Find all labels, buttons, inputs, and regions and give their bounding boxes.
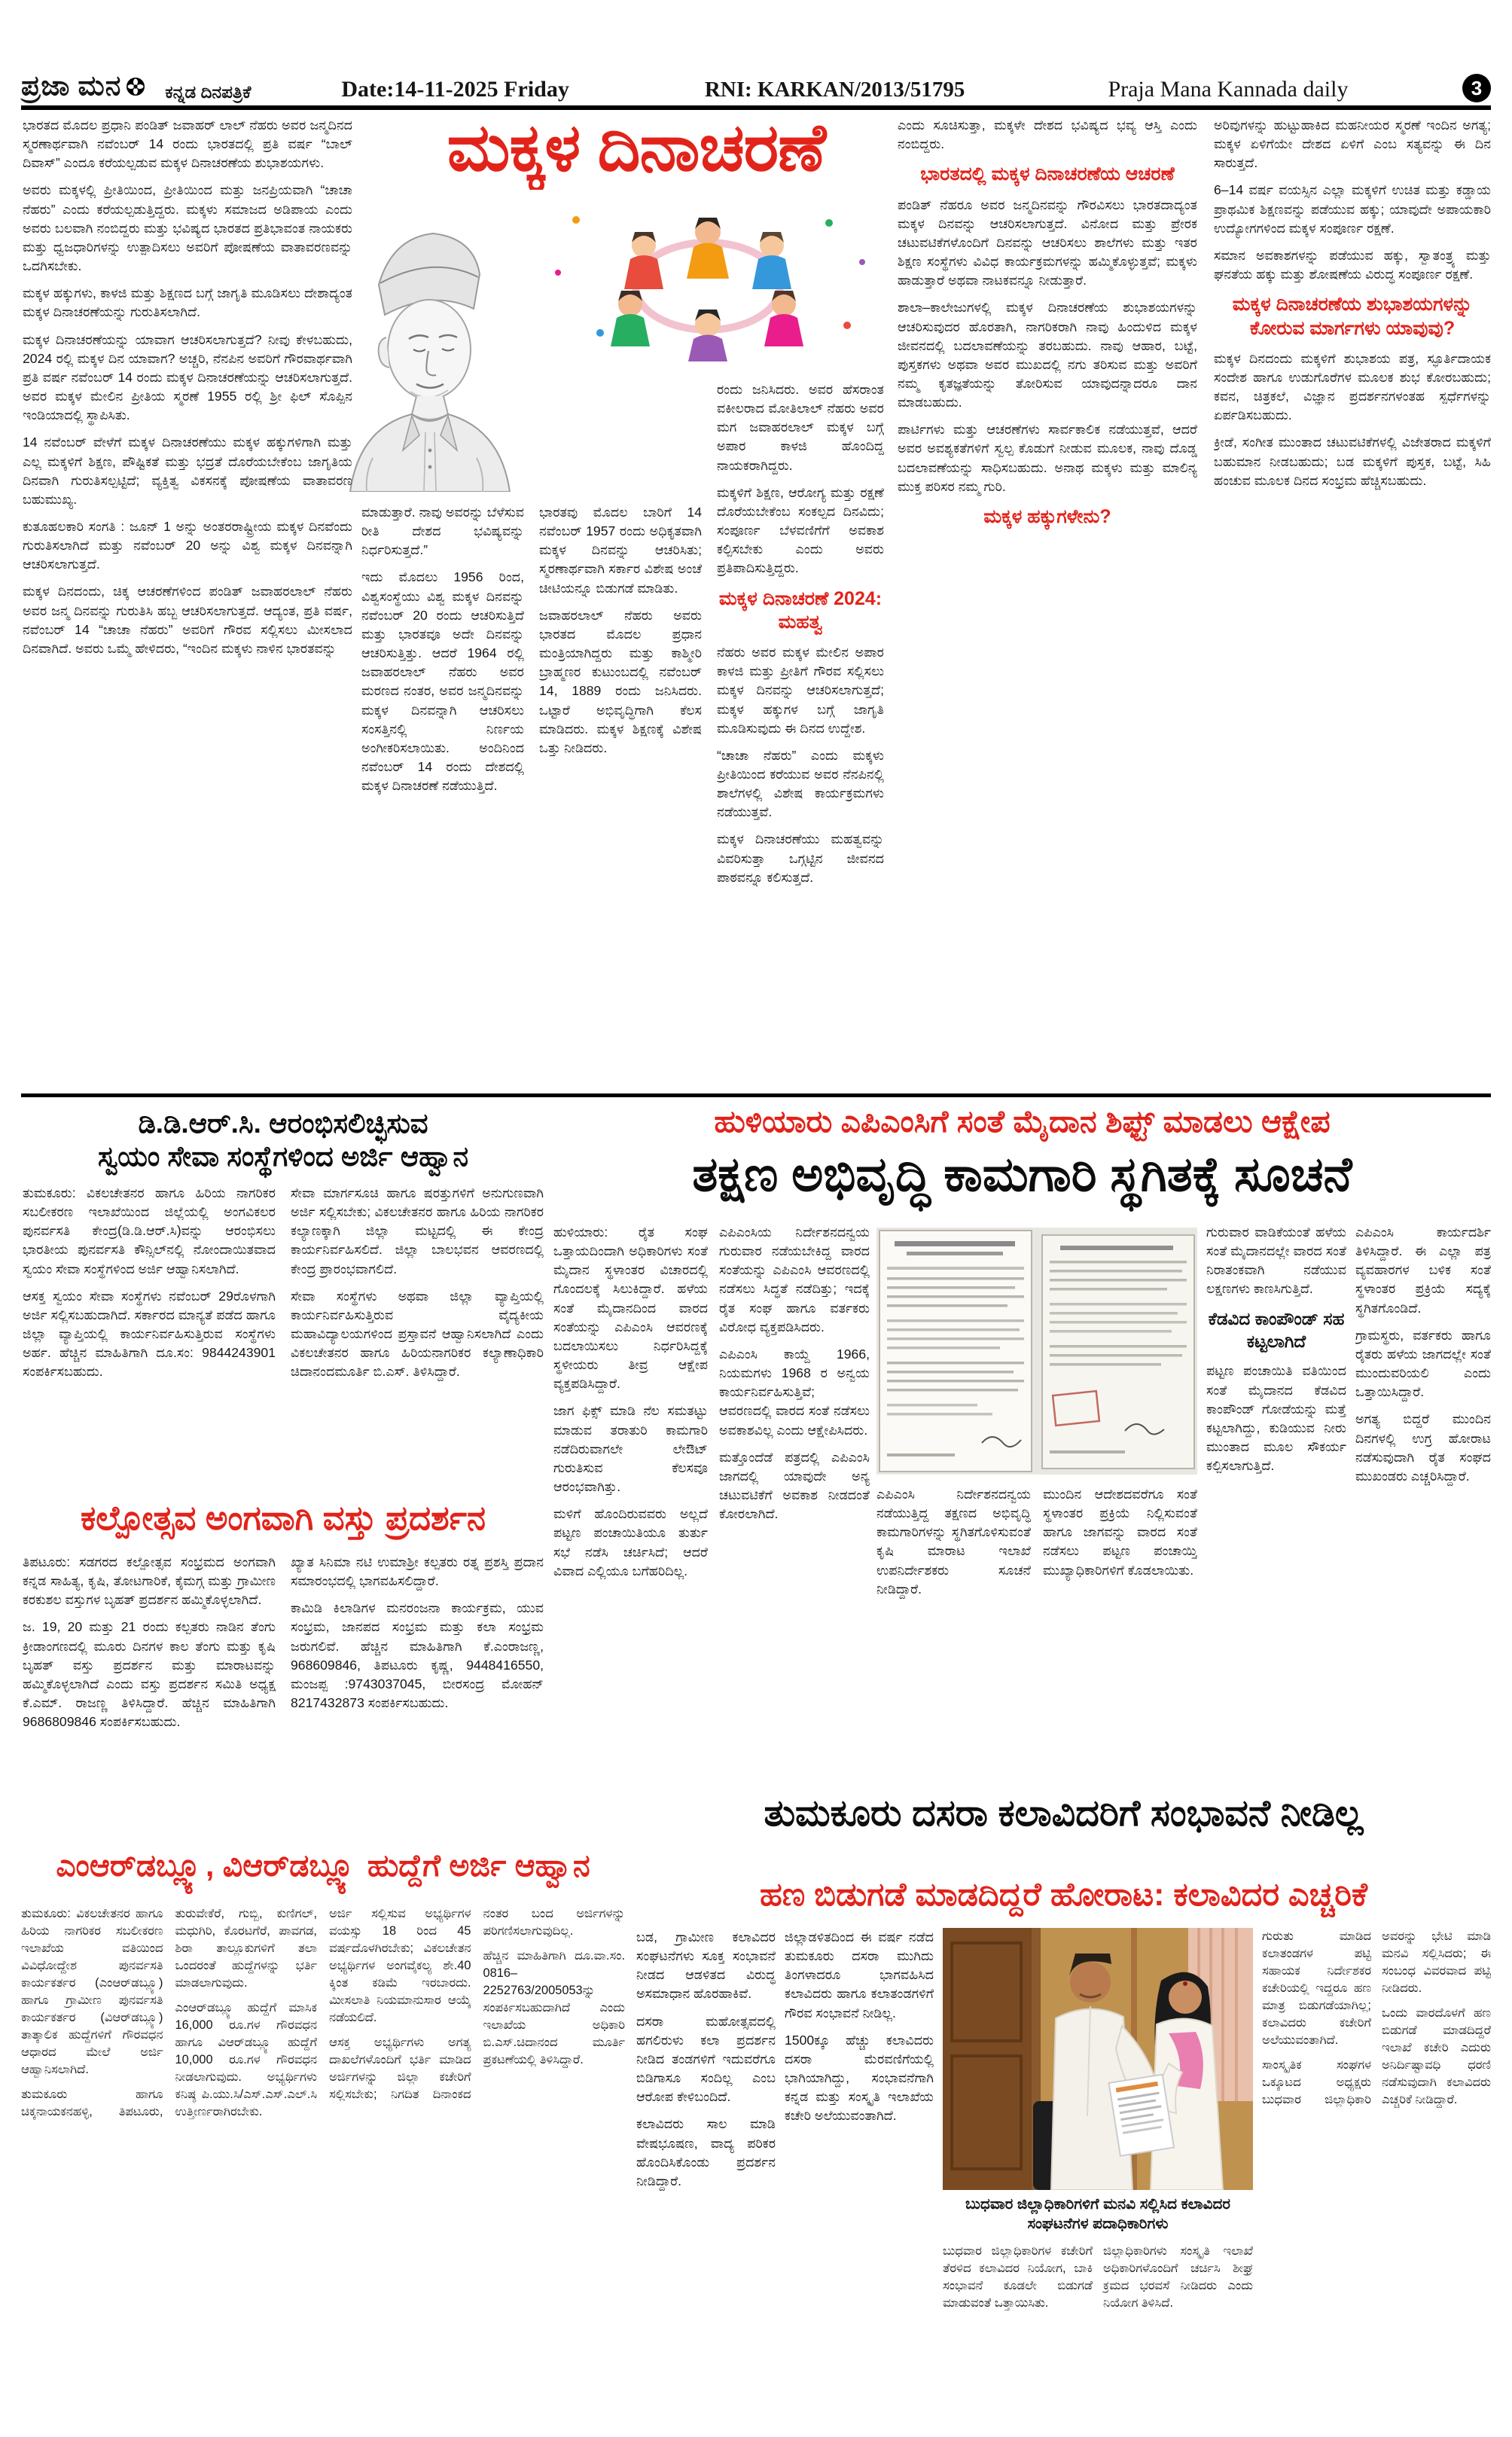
huliyar-column-5-post [1206, 1362, 1346, 1475]
paragraph: ಅವರು ಮಕ್ಕಳಲ್ಲಿ ಪ್ರೀತಿಯಿಂದ, ಪ್ರೀತಿಯಿಂದ ಮತ್ತು ಜನಪ್ರಿಯವಾಗಿ “ಚಾಚಾ ನೆಹರು” ಎಂದು ಕರೆಯಲ್ಪಡುತ್ತಿದ್ದರು. ಮಕ್ಕಳು ಸಮಾಜದ ಅಡಿಪಾಯ ಎಂದು ಅವರು ಬಲವಾಗಿ ನಂಬಿದ್ದರು ಮತ್ತು ಭವಿಷ್ಯದ ಭಾರತದ ಪ್ರತಿಭಾವಂತ ನಾಯಕರು ಮತ್ತು ಧ್ವಜಧಾರಿಗಳನ್ನು ಉತ್ಪಾದಿಸಲು ಅವರಿಗೆ ಪೋಷಣೆಯ ವಾತಾವರಣವನ್ನು ಒದಗಿಸಬೇಕು. [23, 182, 352, 274]
masthead-title: ಪ್ರಜಾ ಮನ [21, 71, 122, 102]
paragraph: ಸಮಾನ ಅವಕಾಶಗಳನ್ನು ಪಡೆಯುವ ಹಕ್ಕು, ಸ್ವಾತಂತ್ರ್ಯ ಮತ್ತು ಘನತೆಯ ಹಕ್ಕು ಮತ್ತು ಶೋಷಣೆಯ ವಿರುದ್ಧ ಸಂಪೂರ್ಣ ರಕ್ಷಣೆ. [1214, 247, 1491, 282]
paragraph: ಎಪಿಎಂಸಿ ಕಾರ್ಯದರ್ಶಿ ತಿಳಿಸಿದ್ದಾರೆ. ಈ ಎಲ್ಲಾ ಪತ್ರ ವ್ಯವಹಾರಗಳ ಬಳಿಕ ಸಂತೆ ಸ್ಥಳಾಂತರ ಪ್ರಕ್ರಿಯೆ ಸದ್ಯಕ್ಕೆ ಸ್ಥಗಿತಗೊಂಡಿದೆ. [1355, 1225, 1491, 1316]
memorandum-paper [1109, 2075, 1174, 2156]
subhead-what-are-child-rights: ಮಕ್ಕಳ ಹಕ್ಕುಗಳೇನು? [983, 505, 1111, 527]
paragraph: ಮಕ್ಕಳ ಹಕ್ಕುಗಳು, ಕಾಳಜಿ ಮತ್ತು ಶಿಕ್ಷಣದ ಬಗ್ಗೆ ಜಾಗೃತಿ ಮೂಡಿಸಲು ದೇಶಾದ್ಯಂತ ಮಕ್ಕಳ ದಿನಾಚರಣೆಯನ್ನು ಗುರುತಿಸಲಾಗಿದೆ. [23, 285, 352, 320]
column-5-pre [1214, 116, 1491, 284]
paragraph: ಮಳಿಗೆ ಹೊಂದಿರುವವರು ಅಲ್ಲದೆ ಪಟ್ಟಣ ಪಂಚಾಯಿತಿಯೂ ತುರ್ತು ಸಭೆ ನಡೆಸಿ ಚರ್ಚಿಸಿದೆ; ಆದರೆ ವಿವಾದ ಎಲ್ಲಿಯೂ ಬಗೆಹರಿದಿಲ್ಲ. [553, 1506, 708, 1578]
paragraph: ಮಕ್ಕಳ ದಿನಾಚರಣೆಯು ಮಹತ್ವವನ್ನು ವಿವರಿಸುತ್ತಾ ಒಗ್ಗಟ್ಟಿನ ಜೀವನದ ಪಾಠವನ್ನೂ ಕಲಿಸುತ್ತದೆ. [717, 831, 884, 885]
column-4-mid [898, 196, 1197, 496]
paragraph: ಜಿಲ್ಲಾಡಳಿತದಿಂದ ಈ ವರ್ಷ ನಡೆದ ತುಮಕೂರು ದಸರಾ ಮುಗಿದು ತಿಂಗಳಾದರೂ ಭಾಗವಹಿಸಿದ ಕಲಾವಿದರು ಹಾಗೂ ಕಲಾತಂಡಗಳಿಗೆ ಗೌರವ ಸಂಭಾವನೆ ನೀಡಿಲ್ಲ. [785, 1929, 934, 2021]
paragraph: ಮತ್ತೊಂದೆಡೆ ಪತ್ರದಲ್ಲಿ ಎಪಿಎಂಸಿ ಜಾಗದಲ್ಲಿ ಯಾವುದೇ ಅನ್ಯ ಚಟುವಟಿಕೆಗೆ ಅವಕಾಶ ನೀಡದಂತೆ ಕೋರಲಾಗಿದೆ. [719, 1449, 870, 1522]
paragraph: ಖ್ಯಾತ ಸಿನಿಮಾ ನಟಿ ಉಮಾಶ್ರೀ ಕಲ್ಪತರು ರತ್ನ ಪ್ರಶಸ್ತಿ ಪ್ರದಾನ ಸಮಾರಂಭದಲ್ಲಿ ಭಾಗವಹಿಸಲಿದ್ದಾರೆ. [291, 1554, 544, 1589]
paragraph: ಹೆಚ್ಚಿನ ಮಾಹಿತಿಗಾಗಿ ದೂ.ವಾ.ಸಂ. 0816–2252763/2005053ನ್ನು ಸಂಪರ್ಕಿಸಬಹುದಾಗಿದೆ ಎಂದು ಇಲಾಖೆಯ ಅಧಿಕಾರಿ ಬಿ.ಎಸ್.ಚಿದಾನಂದ ಮೂರ್ತಿ ಪ್ರಕಟಣೆಯಲ್ಲಿ ತಿಳಿಸಿದ್ದಾರೆ. [483, 1948, 625, 2066]
page-header [21, 72, 1491, 110]
memorandum-photo [943, 1928, 1253, 2190]
children-day-column-1 [23, 116, 352, 1089]
paragraph: ಭಾರತದ ಮೊದಲ ಪ್ರಧಾನಿ ಪಂಡಿತ್ ಜವಾಹರ್ ಲಾಲ್ ನೆಹರು ಅವರ ಜನ್ಮದಿನದ ಸ್ಮರಣಾರ್ಥವಾಗಿ ನವೆಂಬರ್ 14 ರಂದು ಭಾರತದಲ್ಲಿ ಪ್ರತಿ ವರ್ಷ “ಬಾಲ್ ದಿವಾಸ್” ಎಂದೂ ಕರೆಯಲ್ಪಡುವ ಮಕ್ಕಳ ದಿನಾಚರಣೆಯ ಶುಭಾಶಯಗಳು. [23, 117, 352, 171]
ddrc-body [23, 1184, 544, 1491]
paragraph: ಪಂಡಿತ್ ನೆಹರೂ ಅವರ ಜನ್ಮದಿನವನ್ನು ಗೌರವಿಸಲು ಭಾರತದಾದ್ಯಂತ ಮಕ್ಕಳ ದಿನವನ್ನು ಆಚರಿಸಲಾಗುತ್ತದೆ. ವಿನೋದ ಮತ್ತು ಪ್ರೇರಕ ಚಟುವಟಿಕೆಗಳೊಂದಿಗೆ ದಿನವನ್ನು ಆಚರಿಸಲು ಶಾಲೆಗಳು ಮತ್ತು ಇತರ ಶಿಕ್ಷಣ ಸಂಸ್ಥೆಗಳು ವಿವಿಧ ಕಾರ್ಯಕ್ರಮಗಳನ್ನು ಹಮ್ಮಿಕೊಳ್ಳುತ್ತವೆ; ಮಕ್ಕಳು ಹಾಡುತ್ತಾರೆ ಅಥವಾ ನಾಟಕವನ್ನೂ ನೀಡುತ್ತಾರೆ. [898, 197, 1197, 288]
photo-caption: ಬುಧವಾರ ಜಿಲ್ಲಾಧಿಕಾರಿಗಳಿಗೆ ಮನವಿ ಸಲ್ಲಿಸಿದ ಕಲಾವಿದರ ಸಂಘಟನೆಗಳ ಪದಾಧಿಕಾರಿಗಳು [965, 2196, 1230, 2232]
mrw-body [21, 1905, 625, 2422]
header-rni: RNI: KARKAN/2013/51795 [704, 78, 965, 102]
dasara-headline: ತುಮಕೂರು ದಸರಾ ಕಲಾವಿದರಿಗೆ ಸಂಭಾವನೆ ನೀಡಿಲ್ಲ [764, 1793, 1364, 1834]
masthead [21, 70, 145, 102]
paragraph: ಮಕ್ಕಳಿಗೆ ಶಿಕ್ಷಣ, ಆರೋಗ್ಯ ಮತ್ತು ರಕ್ಷಣೆ ದೊರೆಯಬೇಕೆಂಬ ಸಂಕಲ್ಪದ ದಿನವಿದು; ಸಂಪೂರ್ಣ ಬೆಳವಣಿಗೆಗೆ ಅವಕಾಶ ಕಲ್ಪಿಸಬೇಕು ಎಂದು ಅವರು ಪ್ರತಿಪಾದಿಸುತ್ತಿದ್ದರು. [717, 484, 884, 576]
children-day-column-2 [361, 503, 702, 1089]
paragraph: ಗುರುತು ಮಾಡಿದ ಕಲಾತಂಡಗಳ ಪಟ್ಟಿ ಸಹಾಯಕ ನಿರ್ದೇಶಕರ ಕಚೇರಿಯಲ್ಲಿ ಇದ್ದರೂ ಹಣ ಮಾತ್ರ ಬಿಡುಗಡೆಯಾಗಿಲ್ಲ; ಕಲಾವಿದರು ಕಚೇರಿಗೆ ಅಲೆಯುವಂತಾಗಿದೆ. [1262, 1929, 1371, 2047]
subhead-celebration-in-india: ಭಾರತದಲ್ಲಿ ಮಕ್ಕಳ ದಿನಾಚರಣೆಯ ಆಚರಣೆ [920, 163, 1175, 185]
dasara-below-photo-text [943, 2243, 1253, 2419]
children-day-column-3 [717, 380, 884, 1089]
subhead-childrens-day-2024: ಮಕ್ಕಳ ದಿನಾಚರಣೆ 2024: ಮಹತ್ವ [718, 587, 883, 633]
paragraph: ಎಂದು ಸೂಚಿಸುತ್ತಾ, ಮಕ್ಕಳೇ ದೇಶದ ಭವಿಷ್ಯದ ಭವ್ಯ ಆಸ್ತಿ ಎಂದು ನಂಬಿದ್ದರು. [898, 117, 1197, 152]
dasara-column-2 [785, 1928, 934, 2419]
paragraph: ಅರಿವುಗಳನ್ನು ಹುಟ್ಟುಹಾಕಿದ ಮಹನೀಯರ ಸ್ಮರಣೆ ಇಂದಿನ ಅಗತ್ಯ; ಮಕ್ಕಳ ಏಳಿಗೆಯೇ ದೇಶದ ಏಳಿಗೆ ಎಂಬ ಸತ್ಯವನ್ನು ಈ ದಿನ ಸಾರುತ್ತದೆ. [1214, 117, 1491, 171]
paragraph: ಮಕ್ಕಳ ದಿನದಂದು ಮಕ್ಕಳಿಗೆ ಶುಭಾಶಯ ಪತ್ರ, ಸ್ಫೂರ್ತಿದಾಯಕ ಸಂದೇಶ ಹಾಗೂ ಉಡುಗೊರೆಗಳ ಮೂಲಕ ಶುಭ ಕೋರಬಹುದು; ಕವನ, ಚಿತ್ರಕಲೆ, ವಿಜ್ಞಾನ ಪ್ರದರ್ಶನಗಳಂತಹ ಸ್ಪರ್ಧೆಗಳನ್ನು ಏರ್ಪಡಿಸಬಹುದು. [1214, 350, 1491, 423]
paragraph: ಒಂದು ವಾರದೊಳಗೆ ಹಣ ಬಿಡುಗಡೆ ಮಾಡದಿದ್ದರೆ ಇಲಾಖೆ ಕಚೇರಿ ಎದುರು ಅನಿರ್ದಿಷ್ಟಾವಧಿ ಧರಣಿ ನಡೆಸುವುದಾಗಿ ಕಲಾವಿದರು ಎಚ್ಚರಿಕೆ ನೀಡಿದ್ದಾರೆ. [1382, 2005, 1491, 2106]
huliyar-kicker-headline: ಹುಳಿಯಾರು ಎಪಿಎಂಸಿಗೆ ಸಂತೆ ಮೈದಾನ ಶಿಫ್ಟ್ ಮಾಡಲು ಆಕ್ಷೇಪ [714, 1104, 1331, 1139]
column-4-pre [898, 116, 1197, 154]
paragraph: ಕುತೂಹಲಕಾರಿ ಸಂಗತಿ : ಜೂನ್ 1 ಅನ್ನು ಅಂತರರಾಷ್ಟ್ರೀಯ ಮಕ್ಕಳ ದಿನವೆಂದು ಗುರುತಿಸಲಾಗಿದೆ ಮತ್ತು ನವೆಂಬರ್ 20 ಅನ್ನು ವಿಶ್ವ ಮಕ್ಕಳ ದಿನವನ್ನಾಗಿ ಆಚರಿಸಲಾಗುತ್ತದೆ. [23, 518, 352, 572]
kalpotsava-headline: ಕಲ್ಪೋತ್ಸವ ಅಂಗವಾಗಿ ವಸ್ತು ಪ್ರದರ್ಶನ [80, 1499, 486, 1537]
paragraph: ಬುಧವಾರ ಜಿಲ್ಲಾಧಿಕಾರಿಗಳ ಕಚೇರಿಗೆ ತೆರಳಿದ ಕಲಾವಿದರ ನಿಯೋಗ, ಬಾಕಿ ಸಂಭಾವನೆ ಕೂಡಲೇ ಬಿಡುಗಡೆ ಮಾಡುವಂತೆ ಒತ್ತಾಯಿಸಿತು. [943, 2244, 1093, 2310]
ddrc-headline [23, 1107, 544, 1173]
subhead-ways-to-wish: ಮಕ್ಕಳ ದಿನಾಚರಣೆಯ ಶುಭಾಶಯಗಳನ್ನು ಕೋರುವ ಮಾರ್ಗಗಳು ಯಾವುವು? [1232, 294, 1473, 339]
mrw-headline: ಎಂಆರ್‌ಡಬ್ಲ್ಯೂ, ವಿಆರ್‌ಡಬ್ಲ್ಯೂ ಹುದ್ದೆಗೆ ಅರ್ಜಿ ಆಹ್ವಾನ [56, 1848, 590, 1883]
paragraph: ಗುರುವಾರ ವಾಡಿಕೆಯಂತೆ ಹಳೆಯ ಸಂತೆ ಮೈದಾನದಲ್ಲೇ ವಾರದ ಸಂತೆ ನಿರಾತಂಕವಾಗಿ ನಡೆಯುವ ಲಕ್ಷಣಗಳು ಕಾಣಸಿಗುತ್ತಿದೆ. [1206, 1225, 1346, 1297]
dasara-sub-headline: ಹಣ ಬಿಡುಗಡೆ ಮಾಡದಿದ್ದರೆ ಹೋರಾಟ: ಕಲಾವಿದರ ಎಚ್ಚರಿಕೆ [759, 1877, 1368, 1913]
scanned-letters-image [876, 1228, 1197, 1475]
header-date: Date:14-11-2025 Friday [341, 77, 569, 102]
column-3-pre [717, 380, 884, 578]
paragraph: ಜಿಲ್ಲಾಧಿಕಾರಿಗಳು ಸಂಸ್ಕೃತಿ ಇಲಾಖೆ ಅಧಿಕಾರಿಗಳೊಂದಿಗೆ ಚರ್ಚಿಸಿ ಶೀಘ್ರ ಕ್ರಮದ ಭರವಸೆ ನೀಡಿದರು ಎಂದು ನಿಯೋಗ ತಿಳಿಸಿದೆ. [1103, 2244, 1253, 2310]
paragraph: ಗ್ರಾಮಸ್ಥರು, ವರ್ತಕರು ಹಾಗೂ ರೈತರು ಹಳೆಯ ಜಾಗದಲ್ಲೇ ಸಂತೆ ಮುಂದುವರಿಯಲಿ ಎಂದು ಒತ್ತಾಯಿಸಿದ್ದಾರೆ. [1355, 1327, 1491, 1400]
paragraph: ಸೇವಾ ಮಾರ್ಗಸೂಚಿ ಹಾಗೂ ಷರತ್ತುಗಳಿಗೆ ಅನುಗುಣವಾಗಿ ಅರ್ಜಿ ಸಲ್ಲಿಸಬೇಕು; ವಿಕಲಚೇತನರ ಹಾಗೂ ಹಿರಿಯ ನಾಗರಿಕರ ಕಲ್ಯಾಣಕ್ಕಾಗಿ ಜಿಲ್ಲಾ ಮಟ್ಟದಲ್ಲಿ ಈ ಕೇಂದ್ರ ಕಾರ್ಯನಿರ್ವಹಿಸಲಿದೆ. ಜಿಲ್ಲಾ ಬಾಲಭವನ ಆವರಣದಲ್ಲಿ ಕೇಂದ್ರ ಪ್ರಾರಂಭವಾಗಲಿದೆ. [291, 1185, 544, 1276]
huliyar-column-2 [719, 1223, 870, 1756]
children-day-column-4 [898, 116, 1197, 1089]
paragraph: ಪಟ್ಟಣ ಪಂಚಾಯಿತಿ ವತಿಯಿಂದ ಸಂತೆ ಮೈದಾನದ ಕೆಡವಿದ ಕಾಂಪೌಂಡ್ ಗೋಡೆಯನ್ನು ಮತ್ತೆ ಕಟ್ಟಲಾಗಿದ್ದು, ಕುಡಿಯುವ ನೀರು ಮುಂತಾದ ಮೂಲ ಸೌಕರ್ಯ ಕಲ್ಪಿಸಲಾಗುತ್ತಿದೆ. [1206, 1363, 1346, 1474]
paragraph: ಜ. 19, 20 ಮತ್ತು 21 ರಂದು ಕಲ್ಪತರು ನಾಡಿನ ತೆಂಗು ಕ್ರೀಡಾಂಗಣದಲ್ಲಿ ಮೂರು ದಿನಗಳ ಕಾಲ ತೆಂಗು ಮತ್ತು ಕೃಷಿ ಬೃಹತ್ ವಸ್ತು ಪ್ರದರ್ಶನ ಮತ್ತು ಮಾರಾಟವನ್ನು ಹಮ್ಮಿಕೊಳ್ಳಲಾಗಿದೆ ಎಂದು ವಸ್ತು ಪ್ರದರ್ಶನ ಸಮಿತಿ ಅಧ್ಯಕ್ಷ ಕೆ.ಎಮ್. ರಾಜಣ್ಣ ತಿಳಿಸಿದ್ದಾರೆ. ಹೆಚ್ಚಿನ ಮಾಹಿತಿಗಾಗಿ 9686809846 ಸಂಪರ್ಕಿಸಬಹುದು. [23, 1619, 276, 1730]
masthead-flower-icon [126, 77, 145, 96]
paragraph: ಬಡ, ಗ್ರಾಮೀಣ ಕಲಾವಿದರ ಸಂಘಟನೆಗಳು ಸೂಕ್ತ ಸಂಭಾವನೆ ನೀಡದ ಆಡಳಿತದ ವಿರುದ್ಧ ಅಸಮಾಧಾನ ಹೊರಹಾಕಿವೆ. [636, 1929, 776, 2002]
paragraph: ಪಾರ್ಟಿಗಳು ಮತ್ತು ಆಚರಣೆಗಳು ಸಾರ್ವಕಾಲಿಕ ನಡೆಯುತ್ತವೆ, ಆದರೆ ಅವರ ಅವಶ್ಯಕತೆಗಳಿಗೆ ಸ್ವಲ್ಪ ಕೊಡುಗೆ ನೀಡುವ ಮೂಲಕ, ನಾವು ದೊಡ್ಡ ಬದಲಾವಣೆಯನ್ನು ಸಾಧಿಸಬಹುದು. ಅನಾಥ ಮಕ್ಕಳು ಮತ್ತು ಮಾಲಿನ್ಯ ಮುಕ್ತ ಪರಿಸರ ನಮ್ಮ ಗುರಿ. [898, 422, 1197, 494]
subhead-compound-rebuilt: ಕೆಡವಿದ ಕಾಂಪೌಂಡ್ ಸಹ ಕಟ್ಟಲಾಗಿದೆ [1208, 1308, 1345, 1351]
section-divider-rule [21, 1093, 1491, 1097]
paragraph: ಕಲಾವಿದರು ಸಾಲ ಮಾಡಿ ವೇಷಭೂಷಣ, ವಾದ್ಯ ಪರಿಕರ ಹೊಂದಿಸಿಕೊಂಡು ಪ್ರದರ್ಶನ ನೀಡಿದ್ದಾರೆ. [636, 2116, 776, 2188]
paragraph: ಅರ್ಜಿ ಸಲ್ಲಿಸುವ ಅಭ್ಯರ್ಥಿಗಳ ವಯಸ್ಸು 18 ರಿಂದ 45 ವರ್ಷದೊಳಗಿರಬೇಕು; ವಿಕಲಚೇತನ ಅಭ್ಯರ್ಥಿಗಳ ಅಂಗವೈಕಲ್ಯ ಶೇ.40 ಕ್ಕಿಂತ ಕಡಿಮೆ ಇರಬಾರದು. ಮೀಸಲಾತಿ ನಿಯಮಾನುಸಾರ ಆಯ್ಕೆ ನಡೆಯಲಿದೆ. [329, 1907, 471, 2024]
paragraph: ತುಮಕೂರು: ವಿಕಲಚೇತನರ ಹಾಗೂ ಹಿರಿಯ ನಾಗರಿಕರ ಸಬಲೀಕರಣ ಇಲಾಖೆಯಿಂದ ಜಿಲ್ಲೆಯಲ್ಲಿ ಅಂಗವಿಕಲರ ಪುನರ್ವಸತಿ ಕೇಂದ್ರ(ಡಿ.ಡಿ.ಆರ್.ಸಿ)ವನ್ನು ಆರಂಭಿಸಲು ಭಾರತೀಯ ಪುನರ್ವಸತಿ ಕೌನ್ಸಿಲ್‌ನಲ್ಲಿ ನೋಂದಾಯಿತವಾದ ಸ್ವಯಂ ಸೇವಾ ಸಂಸ್ಥೆಗಳಿಂದ ಅರ್ಜಿ ಆಹ್ವಾನಿಸಲಾಗಿದೆ. [23, 1185, 276, 1276]
paragraph: “ಚಾಚಾ ನೆಹರು” ಎಂದು ಮಕ್ಕಳು ಪ್ರೀತಿಯಿಂದ ಕರೆಯುವ ಅವರ ನೆನಪಿನಲ್ಲಿ ಶಾಲೆಗಳಲ್ಲಿ ವಿಶೇಷ ಕಾರ್ಯಕ್ರಮಗಳು ನಡೆಯುತ್ತವೆ. [717, 747, 884, 820]
huliyar-columns-3-4 [876, 1485, 1197, 1758]
paragraph: ಮುಂದಿನ ಆದೇಶದವರೆಗೂ ಸಂತೆ ಸ್ಥಳಾಂತರ ಪ್ರಕ್ರಿಯೆ ನಿಲ್ಲಿಸುವಂತೆ ಹಾಗೂ ಜಾಗವನ್ನು ವಾರದ ಸಂತೆ ನಡೆಸಲು ಪಟ್ಟಣ ಪಂಚಾಯ್ತಿ ಮುಖ್ಯಾಧಿಕಾರಿಗಳಿಗೆ ಕೊಡಲಾಯಿತು. [1043, 1487, 1197, 1578]
paragraph: ಅಗತ್ಯ ಬಿದ್ದರೆ ಮುಂದಿನ ದಿನಗಳಲ್ಲಿ ಉಗ್ರ ಹೋರಾಟ ನಡೆಸುವುದಾಗಿ ರೈತ ಸಂಘದ ಮುಖಂಡರು ಎಚ್ಚರಿಸಿದ್ದಾರೆ. [1355, 1411, 1491, 1484]
paragraph: ಎಪಿಎಂಸಿ ಕಾಯ್ದೆ 1966, ನಿಯಮಗಳು 1968 ರ ಅನ್ವಯ ಕಾರ್ಯನಿರ್ವಹಿಸುತ್ತಿವೆ; ಆವರಣದಲ್ಲಿ ವಾರದ ಸಂತೆ ನಡೆಸಲು ಅವಕಾಶವಿಲ್ಲ ಎಂದು ಆಕ್ಷೇಪಿಸಿದರು. [719, 1346, 870, 1438]
paragraph: ಮಾಡುತ್ತಾರೆ. ನಾವು ಅವರನ್ನು ಬೆಳೆಸುವ ರೀತಿ ದೇಶದ ಭವಿಷ್ಯವನ್ನು ನಿರ್ಧರಿಸುತ್ತದೆ.” [361, 505, 524, 558]
huliyar-column-5-pre [1206, 1223, 1346, 1299]
paragraph: ನೆಹರು ಅವರ ಮಕ್ಕಳ ಮೇಲಿನ ಅಪಾರ ಕಾಳಜಿ ಮತ್ತು ಪ್ರೀತಿಗೆ ಗೌರವ ಸಲ್ಲಿಸಲು ಮಕ್ಕಳ ದಿನವನ್ನು ಆಚರಿಸಲಾಗುತ್ತದೆ; ಮಕ್ಕಳ ಹಕ್ಕುಗಳ ಬಗ್ಗೆ ಜಾಗೃತಿ ಮೂಡಿಸುವುದು ಈ ದಿನದ ಉದ್ದೇಶ. [717, 645, 884, 736]
paragraph: ಆಸಕ್ತ ಅಭ್ಯರ್ಥಿಗಳು ಅಗತ್ಯ ದಾಖಲೆಗಳೊಂದಿಗೆ ಭರ್ತಿ ಮಾಡಿದ ಅರ್ಜಿಗಳನ್ನು ಜಿಲ್ಲಾ ಕಚೇರಿಗೆ ಸಲ್ಲಿಸಬೇಕು; ನಿಗದಿತ ದಿನಾಂಕದ ನಂತರ ಬಂದ ಅರ್ಜಿಗಳನ್ನು ಪರಿಗಣಿಸಲಾಗುವುದಿಲ್ಲ. [329, 1907, 625, 2101]
ddrc-headline-line1: ಡಿ.ಡಿ.ಆರ್.ಸಿ. ಆರಂಭಿಸಲಿಚ್ಛಿಸುವ [138, 1108, 428, 1139]
paragraph: ಕಾಮಿಡಿ ಕಿಲಾಡಿಗಳ ಮನರಂಜನಾ ಕಾರ್ಯಕ್ರಮ, ಯುವ ಸಂಭ್ರಮ, ಜಾನಪದ ಸಂಭ್ರಮ ಮತ್ತು ಕಲಾ ಸಂಭ್ರಮ ಜರುಗಲಿವೆ. ಹೆಚ್ಚಿನ ಮಾಹಿತಿಗಾಗಿ ಕೆ.ಎಂರಾಜಣ್ಣ, 968609846, ತಿಪಟೂರು ಕೃಷ್ಣ, 9448416550, ಮಂಜಪ್ಪ :9743037045, ಬೀರಸಂದ್ರ ಮೋಹನ್ 8217432873 ಸಂಪರ್ಕಿಸಬಹುದು. [291, 1600, 544, 1711]
paragraph: ಶಾಲಾ–ಕಾಲೇಜುಗಳಲ್ಲಿ ಮಕ್ಕಳ ದಿನಾಚರಣೆಯ ಶುಭಾಶಯಗಳನ್ನು ಆಚರಿಸುವುದರ ಹೊರತಾಗಿ, ನಾಗರಿಕರಾಗಿ ನಾವು ಹಿಂದುಳಿದ ಮಕ್ಕಳ ಜೀವನದಲ್ಲಿ ಬದಲಾವಣೆಯನ್ನು ತರಬಹುದು. ನಾವು ಆಹಾರ, ಬಟ್ಟೆ, ಪುಸ್ತಕಗಳು ಅಥವಾ ಅವರ ಮುಖದಲ್ಲಿ ನಗು ತರಿಸುವ ಮತ್ತು ಅವರಿಗೆ ನಮ್ಮ ಕೃತಜ್ಞತೆಯನ್ನು ತೋರಿಸುವ ಯಾವುದನ್ನಾದರೂ ದಾನ ಮಾಡಬಹುದು. [898, 300, 1197, 410]
paragraph: ತಿಪಟೂರು: ಸಡಗರದ ಕಲ್ಪೋತ್ಸವ ಸಂಭ್ರಮದ ಅಂಗವಾಗಿ ಕನ್ನಡ ಸಾಹಿತ್ಯ, ಕೃಷಿ, ತೋಟಗಾರಿಕೆ, ಕೈಮಗ್ಗ ಮತ್ತು ಗ್ರಾಮೀಣ ಕರಕುಶಲ ವಸ್ತುಗಳ ಬೃಹತ್ ಪ್ರದರ್ಶನ ಹಮ್ಮಿಕೊಳ್ಳಲಾಗಿದೆ. [23, 1554, 276, 1608]
children-day-column-5 [1214, 116, 1491, 1089]
paragraph: ಕ್ರೀಡೆ, ಸಂಗೀತ ಮುಂತಾದ ಚಟುವಟಿಕೆಗಳಲ್ಲಿ ವಿಜೇತರಾದ ಮಕ್ಕಳಿಗೆ ಬಹುಮಾನ ನೀಡಬಹುದು; ಬಡ ಮಕ್ಕಳಿಗೆ ಪುಸ್ತಕ, ಬಟ್ಟೆ, ಸಿಹಿ ಹಂಚುವ ಮೂಲಕ ದಿನದ ಸಂಭ್ರಮ ಹೆಚ್ಚಿಸಬಹುದು. [1214, 435, 1491, 488]
paragraph: ಎಂಆರ್‌ಡಬ್ಲ್ಯೂ ಹುದ್ದೆಗೆ ಮಾಸಿಕ 16,000 ರೂ.ಗಳ ಗೌರವಧನ ಹಾಗೂ ವಿಆರ್‌ಡಬ್ಲ್ಯೂ ಹುದ್ದೆಗೆ 10,000 ರೂ.ಗಳ ಗೌರವಧನ ನೀಡಲಾಗುವುದು. ಅಭ್ಯರ್ಥಿಗಳು ಕನಿಷ್ಠ ಪಿ.ಯು.ಸಿ/ಎಸ್.ಎಸ್.ಎಲ್.ಸಿ ಉತ್ತೀರ್ಣರಾಗಿರಬೇಕು. [175, 2000, 317, 2118]
paragraph: ಎಪಿಎಂಸಿಯ ನಿರ್ದೇಶನದನ್ವಯ ಗುರುವಾರ ನಡೆಯಬೇಕಿದ್ದ ವಾರದ ಸಂತೆಯನ್ನು ಎಪಿಎಂಸಿ ಆವರಣದಲ್ಲಿ ನಡೆಸಲು ಸಿದ್ಧತೆ ನಡೆದಿತ್ತು; ಇದಕ್ಕೆ ರೈತ ಸಂಘ ಹಾಗೂ ವರ್ತಕರು ವಿರೋಧ ವ್ಯಕ್ತಪಡಿಸಿದರು. [719, 1225, 870, 1334]
paragraph: ಮಕ್ಕಳ ದಿನಾಚರಣೆಯನ್ನು ಯಾವಾಗ ಆಚರಿಸಲಾಗುತ್ತದೆ? ನೀವು ಕೇಳಬಹುದು, 2024 ರಲ್ಲಿ ಮಕ್ಕಳ ದಿನ ಯಾವಾಗ? ಅಚ್ಚರಿ, ನೆನಪಿನ ಅವರಿಗೆ ಗೌರವಾರ್ಥವಾಗಿ ಪ್ರತಿ ವರ್ಷ ನವೆಂಬರ್ 14 ರಂದು ಮಕ್ಕಳ ದಿನಾಚರಣೆಯನ್ನು ಆಚರಿಸಲಾಗುತ್ತದೆ. ಅವರ ಮಕ್ಕಳ ಮೇಲಿನ ಪ್ರೀತಿಯ ಸ್ಮರಣೆ 1955 ರಲ್ಲಿ ಶ್ರೀ ಫಿಲ್ ಸೊಪ್ಪಿನ ಇಂಡಿಯಾದಲ್ಲಿ ಸ್ಥಾಪಿಸಿತು. [23, 331, 352, 423]
paragraph: ಎಪಿಎಂಸಿ ನಿರ್ದೇಶನದನ್ವಯ ನಡೆಯುತ್ತಿದ್ದ ತಕ್ಷಣದ ಅಭಿವೃದ್ಧಿ ಕಾಮಗಾರಿಗಳನ್ನು ಸ್ಥಗಿತಗೊಳಿಸುವಂತೆ ಕೃಷಿ ಮಾರಾಟ ಇಲಾಖೆ ಉಪನಿರ್ದೇಶಕರು ಸೂಚನೆ ನೀಡಿದ್ದಾರೆ. [876, 1487, 1031, 1597]
ddrc-headline-line2: ಸ್ವಯಂ ಸೇವಾ ಸಂಸ್ಥೆಗಳಿಂದ ಅರ್ಜಿ ಆಹ್ವಾನ [97, 1140, 469, 1172]
paragraph: ತುಮಕೂರು: ವಿಕಲಚೇತನರ ಹಾಗೂ ಹಿರಿಯ ನಾಗರಿಕರ ಸಬಲೀಕರಣ ಇಲಾಖೆಯ ವತಿಯಿಂದ ವಿವಿಧೋದ್ದೇಶ ಪುನರ್ವಸತಿ ಕಾರ್ಯಕರ್ತರ (ಎಂಆರ್‌ಡಬ್ಲ್ಯೂ) ಹಾಗೂ ಗ್ರಾಮೀಣ ಪುನರ್ವಸತಿ ಕಾರ್ಯಕರ್ತರ (ವಿಆರ್‌ಡಬ್ಲ್ಯೂ) ತಾತ್ಕಾಲಿಕ ಹುದ್ದೆಗಳಿಗೆ ಗೌರವಧನ ಆಧಾರದ ಮೇಲೆ ಅರ್ಜಿ ಆಹ್ವಾನಿಸಲಾಗಿದೆ. [21, 1907, 163, 2076]
paragraph: ಇದು ಮೊದಲು 1956 ರಿಂದ, ವಿಶ್ವಸಂಸ್ಥೆಯು ವಿಶ್ವ ಮಕ್ಕಳ ದಿನವನ್ನು ನವೆಂಬರ್ 20 ರಂದು ಆಚರಿಸುತ್ತಿದೆ ಮತ್ತು ಭಾರತವೂ ಅದೇ ದಿನವನ್ನು ಆಚರಿಸುತ್ತಿತ್ತು. ಆದರೆ 1964 ರಲ್ಲಿ ಜವಾಹರಲಾಲ್ ನೆಹರು ಅವರ ಮರಣದ ನಂತರ, ಅವರ ಜನ್ಮದಿನವನ್ನು ಮಕ್ಕಳ ದಿನವನ್ನಾಗಿ ಆಚರಿಸಲು ಸಂಸತ್ತಿನಲ್ಲಿ ನಿರ್ಣಯ ಅಂಗೀಕರಿಸಲಾಯಿತು. ಅಂದಿನಿಂದ ನವೆಂಬರ್ 14 ರಂದು ದೇಶದಲ್ಲಿ ಮಕ್ಕಳ ದಿನಾಚರಣೆ ನಡೆಯುತ್ತಿದೆ. [361, 569, 524, 794]
paragraph: ಜವಾಹರಲಾಲ್ ನೆಹರು ಅವರು ಭಾರತದ ಮೊದಲ ಪ್ರಧಾನ ಮಂತ್ರಿಯಾಗಿದ್ದರು ಮತ್ತು ಕಾಶ್ಮೀರಿ ಬ್ರಾಹ್ಮಣರ ಕುಟುಂಬದಲ್ಲಿ ನವೆಂಬರ್ 14, 1889 ರಂದು ಜನಿಸಿದರು. ಒಟ್ಟಾರೆ ಅಭಿವೃದ್ಧಿಗಾಗಿ ಕೆಲಸ ಮಾಡಿದರು. ಮಕ್ಕಳ ಶಿಕ್ಷಣಕ್ಕೆ ವಿಶೇಷ ಒತ್ತು ನೀಡಿದರು. [539, 607, 702, 755]
paragraph: ಸೇವಾ ಸಂಸ್ಥೆಗಳು ಅಥವಾ ಜಿಲ್ಲಾ ವ್ಯಾಪ್ತಿಯಲ್ಲಿ ಕಾರ್ಯನಿರ್ವಹಿಸುತ್ತಿರುವ ವೈದ್ಯಕೀಯ ಮಹಾವಿದ್ಯಾಲಯಗಳಿಂದ ಪ್ರಸ್ತಾವನೆ ಆಹ್ವಾನಿಸಲಾಗಿದೆ ಎಂದು ವಿಕಲಚೇತನರ ಹಾಗೂ ಹಿರಿಯನಾಗರಿಕರ ಕಲ್ಯಾಣಾಧಿಕಾರಿ ಚಿದಾನಂದಮೂರ್ತಿ ಬಿ.ಎಸ್. ತಿಳಿಸಿದ್ದಾರೆ. [291, 1288, 544, 1380]
paragraph: ಆಸಕ್ತ ಸ್ವಯಂ ಸೇವಾ ಸಂಸ್ಥೆಗಳು ನವೆಂಬರ್ 29ರೊಳಗಾಗಿ ಅರ್ಜಿ ಸಲ್ಲಿಸಬಹುದಾಗಿದೆ. ಸರ್ಕಾರದ ಮಾನ್ಯತೆ ಪಡೆದ ಹಾಗೂ ಜಿಲ್ಲಾ ವ್ಯಾಪ್ತಿಯಲ್ಲಿ ಕಾರ್ಯನಿರ್ವಹಿಸುತ್ತಿರುವ ಸಂಸ್ಥೆಗಳು ಅರ್ಹ. ಹೆಚ್ಚಿನ ಮಾಹಿತಿಗಾಗಿ ದೂ.ಸಂ: 9844243901 ಸಂಪರ್ಕಿಸಬಹುದು. [23, 1288, 276, 1380]
column-5-post [1214, 349, 1491, 490]
children-day-headline: ಮಕ್ಕಳ ದಿನಾಚರಣೆ [447, 110, 826, 185]
huliyar-column-6 [1355, 1223, 1491, 1756]
kalpotsava-body [23, 1553, 544, 1844]
column-3-post [717, 643, 884, 887]
dasara-right-columns [1262, 1928, 1491, 2419]
huliyar-column-1 [553, 1223, 708, 1756]
page-number-badge: 3 [1462, 74, 1491, 102]
paragraph: ತುಮಕೂರು ಹಾಗೂ ಚಿಕ್ಕನಾಯಕನಹಳ್ಳಿ, ತಿಪಟೂರು, ತುರುವೇಕೆರೆ, ಗುಬ್ಬಿ, ಕುಣಿಗಲ್, ಮಧುಗಿರಿ, ಕೊರಟಗೆರೆ, ಪಾವಗಡ, ಶಿರಾ ತಾಲ್ಲೂಕುಗಳಿಗೆ ತಲಾ ಒಂದರಂತೆ ಹುದ್ದೆಗಳನ್ನು ಭರ್ತಿ ಮಾಡಲಾಗುವುದು. [21, 1907, 317, 2118]
paragraph: ದಸರಾ ಮಹೋತ್ಸವದಲ್ಲಿ ಹಗಲಿರುಳು ಕಲಾ ಪ್ರದರ್ಶನ ನೀಡಿದ ತಂಡಗಳಿಗೆ ಇದುವರೆಗೂ ಬಿಡಿಗಾಸೂ ಸಂದಿಲ್ಲ ಎಂಬ ಆರೋಪ ಕೇಳಿಬಂದಿದೆ. [636, 2013, 776, 2105]
huliyar-main-headline: ತಕ್ಷಣ ಅಭಿವೃದ್ಧಿ ಕಾಮಗಾರಿ ಸ್ಥಗಿತಕ್ಕೆ ಸೂಚನೆ [692, 1147, 1352, 1201]
masthead-subtitle: ಕನ್ನಡ ದಿನಪತ್ರಿಕೆ [165, 82, 251, 102]
paragraph: ಸಾಂಸ್ಕೃತಿಕ ಸಂಘಗಳ ಒಕ್ಕೂಟದ ಅಧ್ಯಕ್ಷರು ಬುಧವಾರ ಜಿಲ್ಲಾಧಿಕಾರಿ ಅವರನ್ನು ಭೇಟಿ ಮಾಡಿ ಮನವಿ ಸಲ್ಲಿಸಿದರು; ಈ ಸಂಬಂಧ ವಿವರವಾದ ಪಟ್ಟಿ ನೀಡಿದರು. [1262, 1929, 1491, 2106]
paragraph: 6–14 ವರ್ಷ ವಯಸ್ಸಿನ ಎಲ್ಲಾ ಮಕ್ಕಳಿಗೆ ಉಚಿತ ಮತ್ತು ಕಡ್ಡಾಯ ಪ್ರಾಥಮಿಕ ಶಿಕ್ಷಣವನ್ನು ಪಡೆಯುವ ಹಕ್ಕು; ಯಾವುದೇ ಅಪಾಯಕಾರಿ ಉದ್ಯೋಗಗಳಿಂದ ಮಕ್ಕಳ ಸಂಪೂರ್ಣ ರಕ್ಷಣೆ. [1214, 182, 1491, 236]
header-daily-name: Praja Mana Kannada daily [1108, 77, 1349, 102]
huliyar-column-5 [1206, 1223, 1346, 1756]
paragraph: 1500ಕ್ಕೂ ಹೆಚ್ಚು ಕಲಾವಿದರು ದಸರಾ ಮೆರವಣಿಗೆಯಲ್ಲಿ ಭಾಗಿಯಾಗಿದ್ದು, ಸಂಭಾವನೆಗಾಗಿ ಕನ್ನಡ ಮತ್ತು ಸಂಸ್ಕೃತಿ ಇಲಾಖೆಯ ಕಚೇರಿ ಅಲೆಯುವಂತಾಗಿದೆ. [785, 2032, 934, 2124]
children-circle-illustration [531, 190, 885, 367]
paragraph: ರಂದು ಜನಿಸಿದರು. ಅವರ ಹೆಸರಾಂತ ವಕೀಲರಾದ ಮೋತಿಲಾಲ್ ನೆಹರು ಅವರ ಮಗ ಜವಾಹರಲಾಲ್ ಮಕ್ಕಳ ಬಗ್ಗೆ ಅಪಾರ ಕಾಳಜಿ ಹೊಂದಿದ್ದ ನಾಯಕರಾಗಿದ್ದರು. [717, 382, 884, 473]
paragraph: ಹುಳಿಯಾರು: ರೈತ ಸಂಘ ಒತ್ತಾಯದಿಂದಾಗಿ ಅಧಿಕಾರಿಗಳು ಸಂತೆ ಮೈದಾನ ಸ್ಥಳಾಂತರ ವಿಚಾರದಲ್ಲಿ ಗೊಂದಲಕ್ಕೆ ಸಿಲುಕಿದ್ದಾರೆ. ಹಳೆಯ ಸಂತೆ ಮೈದಾನದಿಂದ ವಾರದ ಸಂತೆಯನ್ನು ಎಪಿಎಂಸಿ ಆವರಣಕ್ಕೆ ಬದಲಾಯಿಸಲು ನಿರ್ಧರಿಸಿದ್ದಕ್ಕೆ ಸ್ಥಳೀಯರು ತೀವ್ರ ಆಕ್ಷೇಪ ವ್ಯಕ್ತಪಡಿಸಿದ್ದಾರೆ. [553, 1225, 708, 1392]
dasara-column-1 [636, 1928, 776, 2419]
paragraph: ಮಕ್ಕಳ ದಿನದಂದು, ಚಿಕ್ಕ ಆಚರಣೆಗಳಿಂದ ಪಂಡಿತ್ ಜವಾಹರಲಾಲ್ ನೆಹರು ಅವರ ಜನ್ಮ ದಿನವನ್ನು ಗುರುತಿಸಿ ಹಬ್ಬ ಆಚರಿಸಲಾಗುತ್ತದೆ. ಆದ್ಯಂತ, ಪ್ರತಿ ವರ್ಷ, ನವೆಂಬರ್ 14 “ಚಾಚಾ ನೆಹರು” ಅವರಿಗೆ ಗೌರವ ಸಲ್ಲಿಸಲು ಮೀಸಲಾದ ದಿನವಾಗಿದೆ. ಅವರು ಒಮ್ಮೆ ಹೇಳಿದರು, “ಇಂದಿನ ಮಕ್ಕಳು ನಾಳಿನ ಭಾರತವನ್ನು [23, 584, 352, 656]
paragraph: 14 ನವೆಂಬರ್ ವೇಳೆಗೆ ಮಕ್ಕಳ ದಿನಾಚರಣೆಯು ಮಕ್ಕಳ ಹಕ್ಕುಗಳಿಗಾಗಿ ಮತ್ತು ಎಲ್ಲ ಮಕ್ಕಳಿಗೆ ಶಿಕ್ಷಣ, ಪೌಷ್ಟಿಕತೆ ಮತ್ತು ಭದ್ರತೆ ದೊರೆಯಬೇಕೆಂಬ ಜಾಗೃತಿಯ ದಿನವಾಗಿ ಗುರುತಿಸಲ್ಪಟ್ಟಿದೆ; ವ್ಯಕ್ತಿತ್ವ ವಿಕಸನಕ್ಕೆ ಪೋಷಣೆಯ ವಾತಾವರಣ ಬಹುಮುಖ್ಯ. [23, 435, 352, 507]
paragraph: ಭಾರತವು ಮೊದಲ ಬಾರಿಗೆ 14 ನವೆಂಬರ್ 1957 ರಂದು ಅಧಿಕೃತವಾಗಿ ಮಕ್ಕಳ ದಿನವನ್ನು ಆಚರಿಸಿತು; ಸ್ಮರಣಾರ್ಥವಾಗಿ ಸರ್ಕಾರ ವಿಶೇಷ ಅಂಚೆ ಚೀಟಿಯನ್ನೂ ಬಿಡುಗಡೆ ಮಾಡಿತು. [539, 505, 702, 596]
paragraph: ಜಾಗ ಫಿಕ್ಸ್ ಮಾಡಿ ನೆಲ ಸಮತಟ್ಟು ಮಾಡುವ ತರಾತುರಿ ಕಾಮಗಾರಿ ನಡೆದಿರುವಾಗಲೇ ಲೇಔಟ್ ಗುರುತಿಸುವ ಕೆಲಸವೂ ಆರಂಭವಾಗಿತ್ತು. [553, 1403, 708, 1495]
